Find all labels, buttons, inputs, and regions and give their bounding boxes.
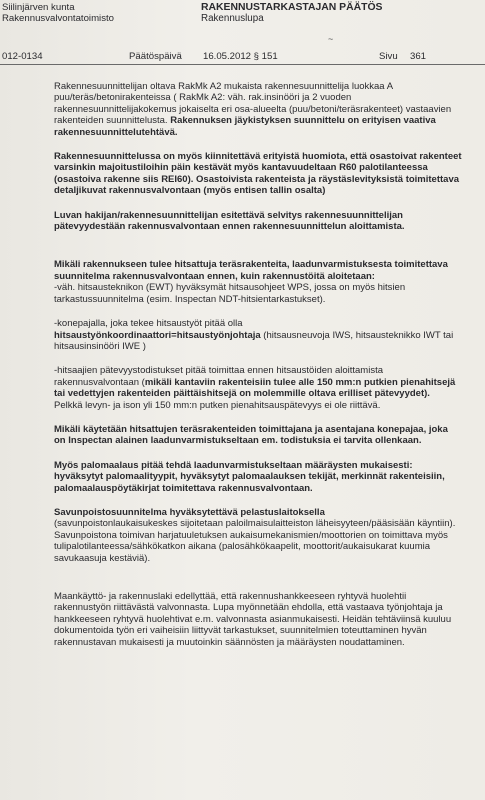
document-body (54, 81, 462, 661)
page-label: Sivu (379, 51, 398, 62)
handwritten-mark: ~ (328, 34, 334, 44)
office-name: Rakennusvalvontatoimisto (2, 13, 114, 24)
bold-text: Luvan hakijan/rakennesuunnittelijan esitettävä selvitys rakennesuunnittelijan pätevyydestään rakennusvalvontaan ennen rakennesuunnittelun aloittamista. (54, 209, 405, 233)
body-paragraph (54, 460, 462, 494)
body-paragraph (54, 507, 462, 564)
decision-subtitle: Rakennuslupa (201, 13, 264, 24)
bold-text: Mikäli rakennukseen tulee hitsattuja teräsrakenteita, laadunvarmistuksesta toimitettava suunnitelma rakennusvalvontaan ennen, kuin rakennustöitä aloitetaan: (54, 259, 448, 282)
body-paragraph (54, 81, 462, 138)
municipality-name: Siilinjärven kunta (2, 2, 75, 13)
bold-text: Rakennesuunnittelussa on myös kiinnitettävä erityistä huomiota, että osastoivat rakenteet varsinkin majoitustiloihin päin kestävät myös kantavuudeltaan R60 palotilanteessa (osastoiva rakenne siis REI60). Osastoivista rakenteista ja räystäslevityksistä toimitettava detaljikuvat rakennusvalvontaan (myös entisen tallin osalta) (54, 151, 462, 197)
decision-title: RAKENNUSTARKASTAJAN PÄÄTÖS (201, 2, 383, 13)
header-issuer (2, 2, 114, 24)
body-paragraph (54, 424, 462, 447)
text: Maankäyttö- ja rakennuslaki edellyttää, että rakennushankkeeseen ryhtyvä huolehtii rakennustyön riittävästä valvonnasta. Lupa myönnetään ehdolla, että vastaava työnjohtaja ja hankkeeseen ryhtyvä huolehtivat e.m. valvonnasta asianmukaisesti. Heidän tehtäviinsä kuuluu dokumentoida työn eri vaiheisiin liittyvät tarkastukset, suunnitelmien toteuttaminen hyvän rakennustavan mukaisesti ja muutoinkin säännösten ja määräysten noudattaminen. (54, 591, 452, 648)
date-value: 16.05.2012 § 151 (203, 51, 278, 62)
header-decision (201, 2, 382, 24)
bold-text: hitsaustyönkoordinaattori=hitsaustyönjohtaja (54, 329, 261, 341)
bold-text: Myös palomaalaus pitää tehdä laadunvarmistukseltaan määräysten mukaisesti: hyväksytyt palomaalityypit, hyväksytyt palomaalauksen tekijät, merkinnät rakenteisiin, palomaalauspöytäkirjat toimitettava rakennusvalvontaan. (54, 459, 445, 494)
section-gap (54, 577, 462, 591)
body-paragraph (54, 365, 462, 411)
text: -hitsaajien pätevyystodistukset pitää toimittaa ennen hitsaustöiden aloittamista rakennusvalvontaan ( (54, 365, 383, 388)
body-paragraph (54, 318, 462, 352)
bold-text: mikäli kantaviin rakenteisiin tulee alle 150 mm:n putkien pienahitsejä tai vedettyjen rakenteiden päittäishitsejä on molemmille oltava erilliset pätevyydet). (54, 376, 456, 400)
bold-text: Rakennuksen jäykistyksen suunnittelu on erityisen vaativa rakennesuunnittelutehtävä. (54, 115, 436, 138)
body-paragraph (54, 210, 462, 233)
body-paragraph (54, 591, 462, 648)
text: Rakennesuunnittelijan oltava RakMk A2 mukaista rakennesuunnittelija luokkaa A puu/teräs/betonirakenteissa ( RakMk A2: väh. rak.insinööri ja 2 vuoden rakennesuunnittelijakokemus jokaiselta eri osa-alueelta (puu/betoni/teräsrakenteet) vastaavien rakenteiden suunnittelusta. (54, 81, 452, 127)
text: (hitsausneuvoja IWS, hitsausteknikko IWT tai hitsausinsinööri IWE ) (54, 329, 454, 352)
body-paragraph (54, 259, 462, 305)
header-divider (0, 64, 485, 65)
section-gap (54, 245, 462, 259)
page-number: 361 (410, 51, 427, 62)
bold-text: Mikäli käytetään hitsattujen teräsrakenteiden toimittajana ja asentajana konepajaa, joka on Inspectan alainen laadunvarmistukseltaan em. todistuksia ei tarvita ollenkaan. (54, 423, 448, 447)
text: Pelkkä levyn- ja ison yli 150 mm:n putken pienahitsauspätevyys ei ole riittävä. (54, 399, 381, 411)
text: -väh. hitsausteknikon (EWT) hyväksymät hitsausohjeet WPS, jossa on myös hitsien tarkastussuunnitelma (esim. Inspectan NDT-hitsientarkastukset). (54, 282, 406, 305)
text: (savunpoistonlaukaisukeskes sijoitetaan paloilmaisulaitteiston läheisyyteen/pääsisään käyntiin). Savunpoistona toimivan harjatuuletuksen aukaisumekanismien/moottorien on toimittava myös tulipalotilanteessa/sähkökatkon aikana (palosähkökaapelit, moottorit/aukaisukarat kuumia savukaasuja kestäviä). (54, 518, 456, 564)
date-label: Päätöspäivä (129, 51, 182, 62)
text: -konepajalla, joka tekee hitsaustyöt pitää olla (54, 318, 243, 330)
body-paragraph (54, 151, 462, 197)
reference-number: 012-0134 (2, 51, 43, 62)
bold-text: Savunpoistosuunnitelma hyväksytettävä pelastuslaitoksella (54, 506, 325, 518)
